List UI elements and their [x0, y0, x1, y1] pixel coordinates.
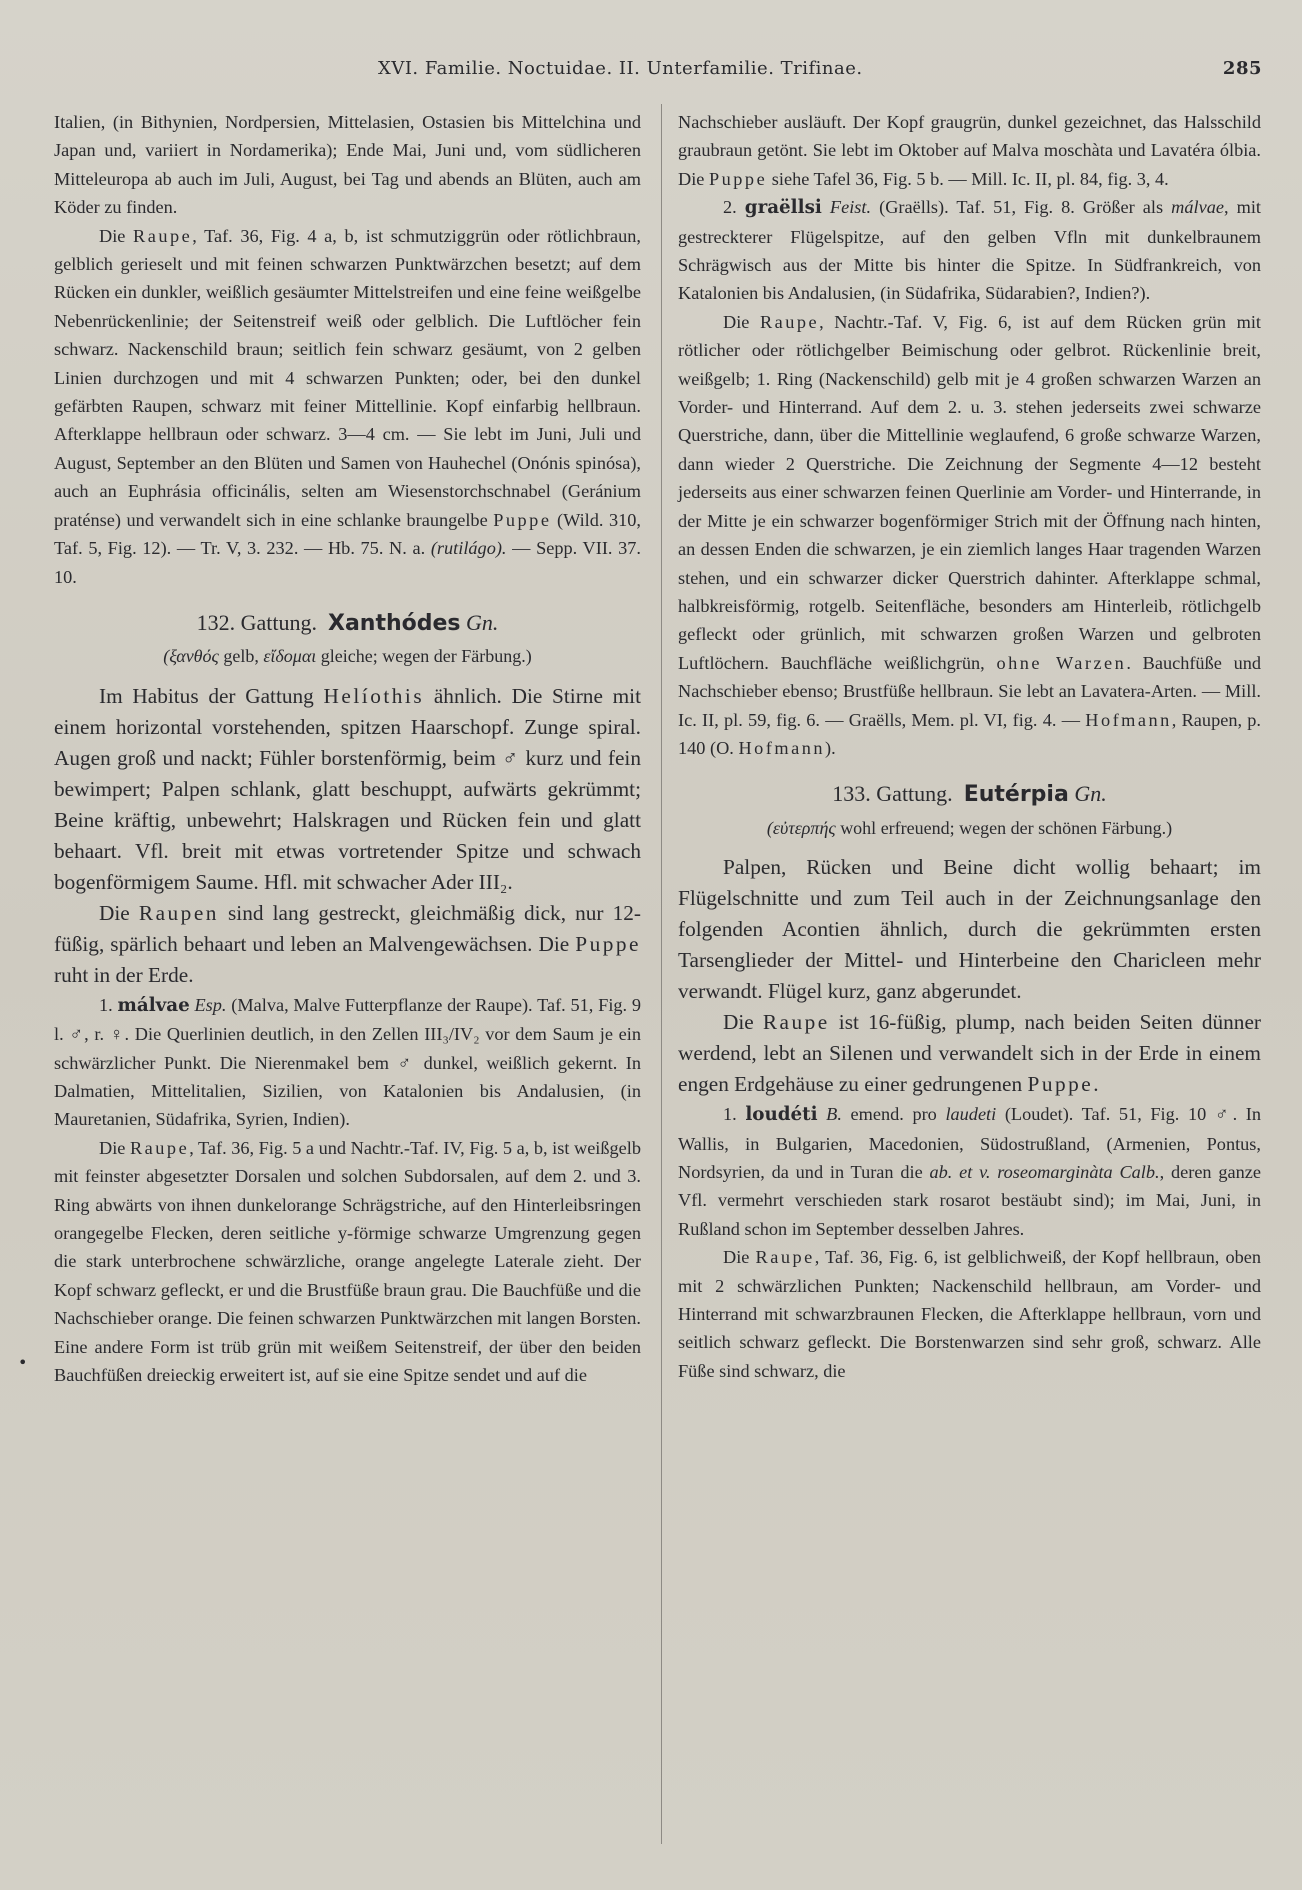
- text: ist 16-füßig, plump, nach beiden Seiten dünner werdend, lebt an Silenen und verwandelt sich in der Erde in einem engen Erdgehäuse zu einer gedrungenen: [678, 1010, 1261, 1097]
- genus-description: Palpen, Rücken und Beine dicht wollig behaart; im Flügelschnitte und zum Teil auch in der Zeichnungsanlage den folgenden Acontien ähnlich, durch die gekrümmten ersten Tarsenglieder der Mittel- und Hinterbeine den Charicleen mehr verwandt. Flügel kurz, ganz abgerundet.: [678, 855, 1261, 1004]
- text: siehe Tafel 36, Fig. 5 b. — Mill. Ic. II, pl. 84, fig. 3, 4.: [767, 168, 1169, 189]
- column-divider: [661, 104, 662, 1844]
- term-raupe: Raupe: [133, 225, 193, 246]
- page-number: 285: [1222, 58, 1262, 79]
- term-puppe: Puppe: [1027, 1072, 1094, 1097]
- greek-word: εἴδομαι: [263, 646, 317, 667]
- text: Im Habitus der Gattung: [99, 683, 324, 708]
- species-number: 1.: [99, 994, 118, 1015]
- text: Die: [99, 225, 126, 246]
- text: Die: [99, 1137, 130, 1158]
- text: , Nachtr.-Taf. V, Fig. 6, ist auf dem Rücken grün mit rötlicher oder rötlichgelber Beimischung oder gelbrot. Rückenlinie breit, weißgelb; 1. Ring (Nackenschild) gelb mit je 4 großen schwarzen Warzen an Vorder- und Hinterrand. Auf dem 2. u. 3. stehen jederseits zwei schwarze Querstriche, dann, über die Mittellinie weglaufend, 6 große schwarze Warzen, dann wieder 2 Querstriche. Die Zeichnung der Segmente 4—12 besteht jederseits aus einer schwarzen feinen Querlinie am Vorder- und Hinterrande, in der Mitte je ein schwarzer bogenförmiger Strich mit der Öffnung nach hinten, an dessen Enden die schwarzen, je ein ziemlich langes Haar tragenden Warzen stehen, und ein schwarzer dicker Querstrich dahinter. Afterklappe schmal, halbkreisförmig, rotgelb. Seitenfläche, besonders am Hinterleib, rötlichgelb gefleckt oder grünlich, mit schwarzen großen Warzen und gelbroten Luftlöchern. Bauchfläche weißlichgrün,: [678, 311, 1261, 673]
- greek-word: (ξανθός: [163, 646, 219, 667]
- etymology-133: [678, 814, 1261, 842]
- text: Die: [723, 311, 760, 332]
- author-ref: Hofmann: [1085, 709, 1172, 730]
- term-puppe: Puppe: [575, 931, 641, 956]
- genus-description: [54, 681, 641, 898]
- page-header: [0, 58, 1302, 88]
- text: Die: [723, 1247, 756, 1268]
- text: wohl erfreuend; wegen der schönen Färbung.): [835, 817, 1173, 838]
- etymology-132: [54, 642, 641, 670]
- text: gleiche; wegen der Färbung.): [316, 646, 532, 667]
- text: ).: [824, 737, 836, 758]
- raupen-description: [678, 1007, 1261, 1100]
- species-number: 2.: [723, 197, 745, 218]
- text: sind lang gestreckt, gleichmäßig dick, nur 12-füßig, spärlich behaart und leben an Malvengewächsen. Die: [54, 900, 642, 956]
- species-entry-malvae: [54, 991, 641, 1134]
- text: .: [1093, 1072, 1099, 1097]
- text: Nachschieber ausläuft. Der Kopf graugrün, dunkel gezeichnet, das Halsschild graubraun getönt. Sie lebt im Oktober auf Malva moschàta und Lavatéra ólbia. Die: [678, 112, 1261, 189]
- species-name: loudéti: [745, 1104, 818, 1126]
- author-ref: Hofmann: [738, 737, 825, 758]
- aberration-ref: ab. et v. roseomarginàta Calb.: [929, 1161, 1160, 1182]
- running-title: XVI. Familie. Noctuidae. II. Unterfamilie. Trifinae.: [378, 58, 863, 79]
- species-ref: laudeti: [945, 1104, 997, 1125]
- genus-name: Eutérpia: [963, 782, 1069, 808]
- paragraph-raupe: [678, 308, 1261, 763]
- greek-word: (εὐτερπής: [766, 817, 836, 838]
- text: (Loudet). Taf. 51, Fig. 10 ♂. In Wallis, in Bulgarien, Macedonien, Südostrußland, (Armenien, Pontus, Nordsyrien, da und in Turan die: [678, 1104, 1262, 1182]
- text: emend. pro: [841, 1104, 946, 1125]
- genus-name: Xanthódes: [327, 610, 461, 636]
- genus-ref: Helíothis: [323, 683, 425, 708]
- term-puppe: Puppe: [708, 168, 768, 189]
- genus-number: 132. Gattung.: [196, 609, 317, 635]
- text: (Wild. 310, Taf. 5, Fig. 12). — Tr. V, 3. 232. — Hb. 75. N. a.: [54, 509, 641, 559]
- text: , Taf. 36, Fig. 5 a und Nachtr.-Taf. IV, Fig. 5 a, b, ist weißgelb mit feinster abgesetzter Dorsalen und solchen Subdorsalen, auf dem 2. und 3. Ring abwärts von ihnen dunkelorange Schrägstriche, auf den Hinterleibsringen orangegelbe Flecken, deren seitliche y-förmige schwarze Umgrenzung gegen die stark unterbrochene schwärzliche, orange angelegte Laterale zieht. Der Kopf schwarz gefleckt, er und die Brustfüße braun grau. Die Bauchfüße und die Nachschieber orange. Die feinen schwarzen Punktwärzchen mit langen Borsten. Eine andere Form ist trüb grün mit weißem Seitenstreif, der über den beiden Bauchfüßen dreieckig erweitert ist, auf sie eine Spitze sendet und auf die: [54, 1137, 642, 1385]
- text: (Malva, Malve Futterpflanze der Raupe). Taf. 51, Fig. 9 l. ♂, r. ♀. Die Querlinien deutlich, in den Zellen III₃/IV₂ vor dem Saum je ein schwärzlicher Punkt. Die Nierenmakel bem ♂ dunkel, weißlich gekernt. In Dalmatien, Mittelitalien, Sizilien, von Katalonien bis Andalusien, (in Mauretanien, Südafrika, Syrien, Indien).: [54, 994, 642, 1130]
- term-puppe: Puppe: [493, 509, 552, 530]
- species-name: graëllsi: [744, 197, 822, 219]
- paragraph-raupe: [54, 1134, 641, 1390]
- text: Die: [723, 1010, 763, 1035]
- paragraph: [678, 108, 1261, 193]
- text: (Graëlls). Taf. 51, Fig. 8. Größer als: [871, 197, 1172, 218]
- term-raupe: Raupe: [755, 1247, 815, 1268]
- genus-heading-132: [54, 609, 641, 638]
- emphasis: ohne Warzen: [996, 652, 1127, 673]
- species-author: Esp.: [189, 994, 227, 1015]
- text: Die: [99, 900, 139, 925]
- species-author: B.: [817, 1104, 842, 1125]
- text: ähnlich. Die Stirne mit einem horizontal vorstehenden, spitzen Haarschopf. Zunge spiral. Augen groß und nackt; Fühler borstenförmig, beim ♂ kurz und fein bewimpert; Palpen schlank, glatt beschuppt, aufwärts gekrümmt; Beine kräftig, unbewehrt; Halskragen und Rücken fein und glatt behaart. Vfl. breit mit etwas vortretender Spitze und schwach bogenförmigem Saume. Hfl. mit schwacher Ader III₂.: [54, 683, 641, 894]
- species-entry-loudeti: [678, 1100, 1261, 1243]
- species-name: málvae: [117, 994, 190, 1016]
- species-number: 1.: [723, 1104, 746, 1125]
- species-ref: málvae: [1171, 197, 1224, 218]
- term-raupe: Raupe: [762, 1010, 830, 1035]
- text: , Taf. 36, Fig. 6, ist gelblichweiß, der Kopf hellbraun, oben mit 2 schwärzlichen Punkten; Nackenschild hellbraun, am Vorder- und Hinterrand mit schwarzbraunen Flecken, die Afterklappe hellbraun, vorn und seitlich schwarz gefleckt. Die Borstenwarzen sind sehr groß, schwarz. Alle Füße sind schwarz, die: [678, 1247, 1261, 1381]
- text: , mit gestreckterer Flügelspitze, auf den gelben Vfln mit dunkelbraunem Schrägwisch aus der Mitte bis hinter die Spitze. In Südfrankreich, von Katalonien bis Andalusien, (in Südafrika, Südarabien?, Indien?).: [678, 197, 1261, 304]
- text: — Sepp. VII. 37. 10.: [54, 538, 641, 587]
- genus-author: Gn.: [466, 609, 499, 635]
- genus-number: 133. Gattung.: [832, 781, 953, 807]
- left-column: [54, 108, 641, 1389]
- paragraph-raupe: [54, 222, 641, 591]
- species-author: Feist.: [821, 197, 872, 218]
- raupen-description: [54, 898, 641, 991]
- genus-heading-133: [678, 780, 1261, 809]
- genus-author: Gn.: [1074, 781, 1107, 807]
- margin-dot: •: [18, 1353, 28, 1372]
- variant-name: (rutilágo).: [430, 538, 507, 559]
- text: gelb,: [218, 646, 264, 667]
- right-column: [678, 108, 1261, 1385]
- text: ruht in der Erde.: [54, 962, 194, 987]
- paragraph-raupe: [678, 1243, 1261, 1385]
- text: , Taf. 36, Fig. 4 a, b, ist schmutziggrün oder rötlichbraun, gelblich gerieselt und mit feinen schwarzen Punktwärzchen besetzt; auf dem Rücken ein dunkler, weißlich gesäumter Mittelstreifen und eine feine weißgelbe Nebenrückenlinie; der Seitenstreif weiß oder gelblich. Die Luftlöcher fein schwarz. Nackenschild braun; seitlich fein schwarz gesäumt, von 2 gelben Linien durchzogen und mit 4 schwarzen Punkten; oder, bei den dunkel gefärbten Raupen, schwarz mit feiner Mittellinie. Kopf einfarbig hellbraun. Afterklappe hellbraun oder schwarz. 3—4 cm. — Sie lebt im Juni, Juli und August, September an den Blüten und Samen von Hauhechel (Onónis spinósa), auch an Euphrásia officinális, selten am Wiesenstorchschnabel (Geránium praténse) und verwandelt sich in eine schlanke braungelbe: [54, 225, 641, 530]
- paragraph: Italien, (in Bithynien, Nordpersien, Mittelasien, Ostasien bis Mittelchina und Japan und, variiert in Nordamerika); Ende Mai, Juni und, vom südlicheren Mitteleuropa ab auch im Juli, August, bei Tag und abends an Blüten, auch am Köder zu finden.: [54, 112, 641, 218]
- text: . Bauchfüße und Nachschieber ebenso; Brustfüße hellbraun. Sie lebt an Lavatera-Arten. — Mill. Ic. II, pl. 59, fig. 6. — Graëlls, Mem. pl. VI, fig. 4. —: [678, 652, 1262, 730]
- term-raupe: Raupe: [759, 311, 820, 332]
- term-raupen: Raupen: [138, 900, 219, 925]
- term-raupe: Raupe: [129, 1137, 190, 1158]
- text: , deren ganze Vfl. vermehrt verschieden stark rosarot bestäubt sind); im Mai, Juni, in Rußland schon im September desselben Jahres.: [678, 1161, 1261, 1239]
- text: , Raupen, p. 140 (O.: [678, 709, 1261, 758]
- species-entry-graellsi: [678, 193, 1261, 308]
